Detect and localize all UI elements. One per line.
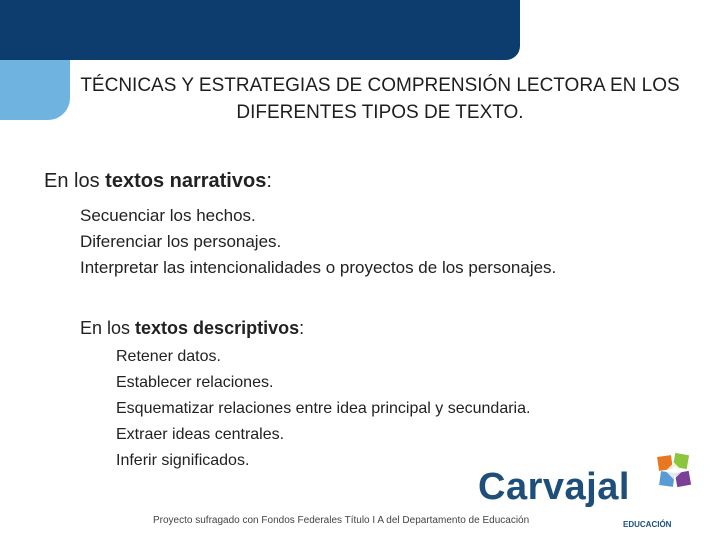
narrative-heading-bold: textos narrativos	[105, 170, 267, 192]
descriptive-heading-suffix: :	[299, 318, 305, 338]
descriptive-list	[116, 344, 530, 474]
list-item: Inferir significados.	[116, 452, 250, 469]
list-item: Esquematizar relaciones entre idea principal y secundaria.	[116, 400, 531, 417]
logo-mark-icon	[654, 452, 694, 492]
list-item: Establecer relaciones.	[116, 374, 274, 391]
title-line-1: TÉCNICAS Y ESTRATEGIAS DE COMPRENSIÓN LECTORA EN LOS	[80, 75, 680, 96]
header-accent-dark	[0, 0, 520, 60]
slide-title	[60, 72, 700, 126]
title-line-2: DIFERENTES TIPOS DE TEXTO.	[236, 102, 524, 123]
logo-wordmark: Carvajal	[478, 466, 630, 508]
footer-note: Proyecto sufragado con Fondos Federales Título I A del Departamento de Educación	[153, 515, 530, 526]
carvajal-logo	[478, 452, 698, 532]
narrative-list	[80, 203, 556, 281]
list-item: Diferenciar los personajes.	[80, 232, 282, 251]
descriptive-heading	[80, 318, 304, 339]
narrative-heading-suffix: :	[266, 170, 272, 192]
descriptive-heading-prefix: En los	[80, 318, 136, 338]
list-item: Secuenciar los hechos.	[80, 206, 256, 225]
narrative-heading	[44, 170, 272, 193]
list-item: Interpretar las intencionalidades o proyectos de los personajes.	[80, 258, 557, 277]
narrative-heading-prefix: En los	[44, 170, 106, 192]
list-item: Retener datos.	[116, 348, 221, 365]
list-item: Extraer ideas centrales.	[116, 426, 285, 443]
logo-subtitle: EDUCACIÓN	[623, 520, 672, 529]
descriptive-heading-bold: textos descriptivos	[135, 318, 300, 338]
